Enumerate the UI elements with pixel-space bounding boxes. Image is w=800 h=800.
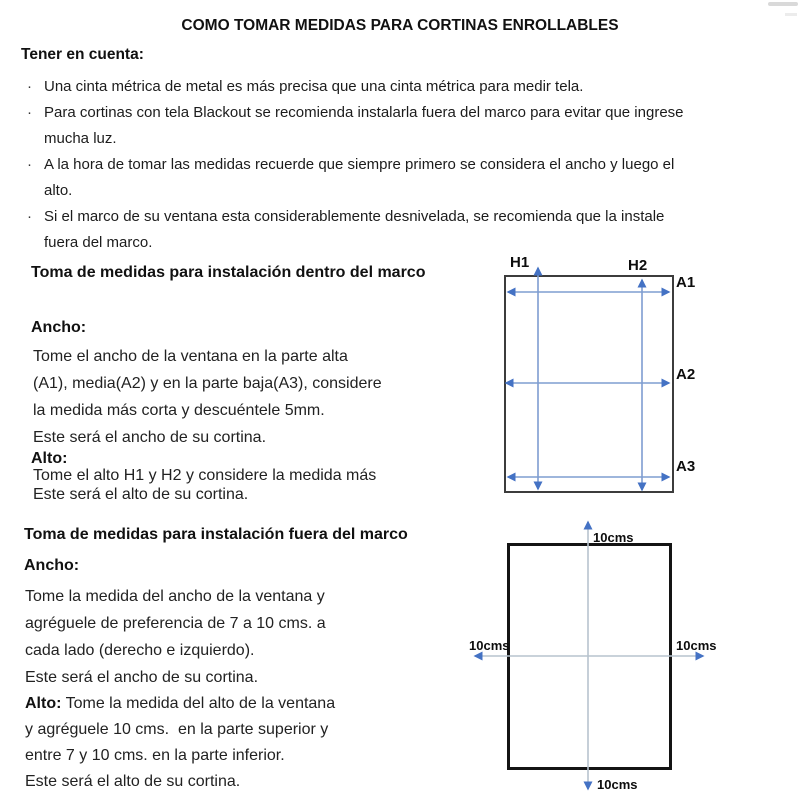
section-outside-heading: Toma de medidas para instalación fuera del marco <box>24 526 408 543</box>
paragraph-line: Tome el ancho de la ventana en la parte alta <box>33 348 348 365</box>
inside-height-label: Alto: <box>31 450 68 467</box>
note-text: mucha luz. <box>44 130 117 147</box>
notes-list <box>27 74 772 256</box>
note-text: alto. <box>44 182 73 199</box>
a3-label: A3 <box>676 458 696 475</box>
page-title: COMO TOMAR MEDIDAS PARA CORTINAS ENROLLABLES <box>181 17 619 34</box>
bottom-10cms-label: 10cms <box>597 777 638 792</box>
a2-label: A2 <box>676 366 696 383</box>
scrollbar-fragment <box>785 13 797 16</box>
note-text: Para cortinas con tela Blackout se recomienda instalarla fuera del marco para evitar que ingrese <box>44 104 684 121</box>
paragraph-line: (A1), media(A2) y en la parte baja(A3), considere <box>33 375 382 392</box>
note-text: fuera del marco. <box>44 234 153 251</box>
note-text: A la hora de tomar las medidas recuerde que siempre primero se considera el ancho y luego el <box>44 156 675 173</box>
list-item <box>27 74 772 100</box>
paragraph-line: la medida más corta y descuéntele 5mm. <box>33 402 325 419</box>
measurement-arrows <box>440 508 800 800</box>
bullet-icon: · <box>27 104 32 121</box>
paragraph-line: cada lado (derecho e izquierdo). <box>25 642 255 659</box>
note-text: Si el marco de su ventana esta considerablemente desnivelada, se recomienda que la instale <box>44 208 665 225</box>
paragraph-line: Tome el alto H1 y H2 y considere la medida más <box>33 467 377 484</box>
inside-width-paragraph <box>33 343 453 451</box>
bullet-icon: · <box>27 208 32 225</box>
paragraph-line: agréguele de preferencia de 7 a 10 cms. a <box>25 615 326 632</box>
top-10cms-label: 10cms <box>593 530 634 545</box>
h1-label: H1 <box>510 254 530 271</box>
paragraph-line: Este será el alto de su cortina. <box>33 486 249 503</box>
outside-width-label: Ancho: <box>24 557 80 574</box>
paragraph-line: Este será el alto de su cortina. <box>25 773 241 790</box>
paragraph-line: Este será el ancho de su cortina. <box>25 669 259 686</box>
a1-label: A1 <box>676 274 696 291</box>
paragraph-line: y agréguele 10 cms. en la parte superior y <box>25 721 329 738</box>
paragraph-line: entre 7 y 10 cms. en la parte inferior. <box>25 747 285 764</box>
note-heading: Tener en cuenta: <box>21 46 144 63</box>
paragraph-line: Tome la medida del ancho de la ventana y <box>25 588 325 605</box>
bullet-icon: · <box>27 78 32 95</box>
right-10cms-label: 10cms <box>676 638 717 653</box>
diagram-outside-frame <box>440 508 800 800</box>
paragraph-text: Tome la medida del alto de la ventana <box>65 695 336 712</box>
inside-width-label: Ancho: <box>31 319 87 336</box>
scrollbar-fragment <box>768 2 798 6</box>
section-inside-heading: Toma de medidas para instalación dentro del marco <box>31 264 426 281</box>
left-10cms-label: 10cms <box>469 638 510 653</box>
paragraph-line <box>25 691 445 717</box>
list-item <box>27 152 772 204</box>
note-text: Una cinta métrica de metal es más precisa que una cinta métrica para medir tela. <box>44 78 584 95</box>
diagram-inside-frame <box>460 252 800 502</box>
h2-label: H2 <box>628 257 648 274</box>
outside-height-paragraph <box>25 691 445 795</box>
measurement-arrows <box>460 252 800 502</box>
outside-width-paragraph <box>25 583 445 691</box>
bullet-icon: · <box>27 156 32 173</box>
outside-height-label: Alto: <box>25 695 62 712</box>
paragraph-line: Este será el ancho de su cortina. <box>33 429 267 446</box>
list-item <box>27 204 772 256</box>
inside-height-paragraph <box>33 466 453 504</box>
list-item <box>27 100 772 152</box>
